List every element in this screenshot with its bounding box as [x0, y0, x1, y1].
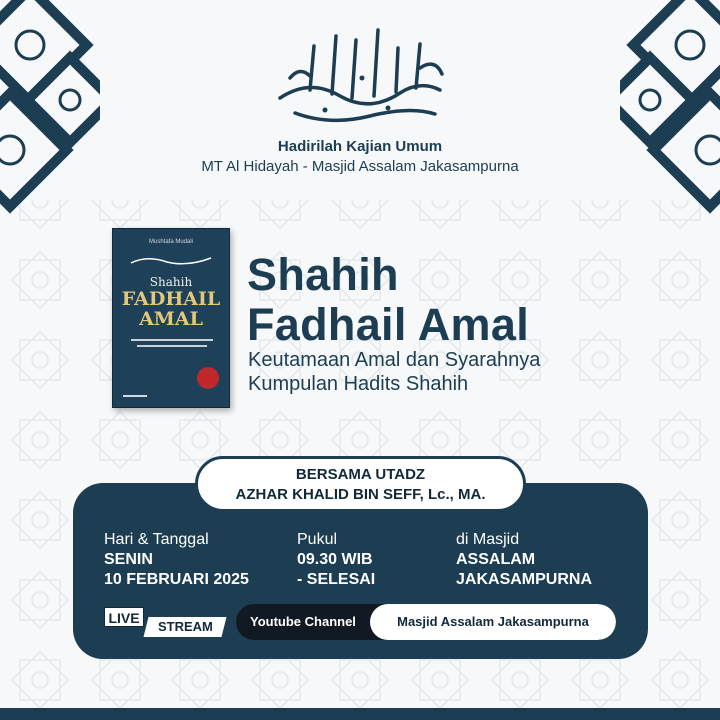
place-name-line1: ASSALAM	[456, 551, 536, 568]
date-value: 10 FEBRUARI 2025	[104, 571, 249, 588]
date-label: Hari & Tanggal	[104, 531, 209, 548]
date-day: SENIN	[104, 551, 153, 568]
place-label: di Masjid	[456, 531, 520, 548]
youtube-channel-name[interactable]: Masjid Assalam Jakasampurna	[370, 604, 616, 640]
date-info	[104, 530, 249, 590]
speaker-name: AZHAR KHALID BIN SEFF, Lc., MA.	[235, 486, 486, 503]
organizer-line: MT Al Hidayah - Masjid Assalam Jakasampurna	[201, 158, 519, 175]
book-arabic-title	[127, 253, 215, 267]
youtube-channel-link[interactable]	[236, 604, 616, 640]
bottom-bar	[0, 708, 720, 720]
time-start: 09.30 WIB	[297, 551, 373, 568]
book-subtitle-lines	[125, 337, 219, 354]
book-cover	[112, 228, 230, 408]
event-title-line1: Shahih	[247, 249, 399, 300]
corner-ornament-left	[0, 0, 100, 215]
book-title-small: Shahih	[149, 275, 193, 289]
book-badge-icon	[197, 367, 219, 389]
stream-label: STREAM	[157, 619, 213, 634]
book-title-line1: FADHAIL	[121, 288, 221, 310]
speaker-intro: BERSAMA UTADZ	[295, 466, 426, 483]
time-info	[297, 530, 375, 590]
time-end: - SELESAI	[297, 571, 376, 588]
stream-badge	[144, 617, 227, 637]
book-title-line2: AMAL	[139, 308, 203, 330]
place-info	[456, 530, 592, 590]
invite-heading: Hadirilah Kajian Umum	[277, 138, 443, 155]
publisher-logo-icon	[123, 389, 147, 397]
book-subtitle-placeholder	[125, 337, 219, 351]
corner-ornament-right	[620, 0, 720, 215]
bismillah-calligraphy	[270, 18, 450, 128]
time-label: Pukul	[297, 531, 338, 548]
live-badge: LIVE	[104, 607, 144, 627]
event-title-line2: Fadhail Amal	[247, 299, 529, 350]
youtube-platform-label: Youtube Channel	[250, 614, 356, 629]
event-subtitle-line1: Keutamaan Amal dan Syarahnya	[248, 349, 541, 371]
place-name-line2: JAKASAMPURNA	[456, 571, 593, 588]
event-subtitle-line2: Kumpulan Hadits Shahih	[248, 373, 469, 395]
book-author: Mushtafa Mudali	[148, 239, 194, 245]
speaker-badge	[195, 456, 526, 512]
